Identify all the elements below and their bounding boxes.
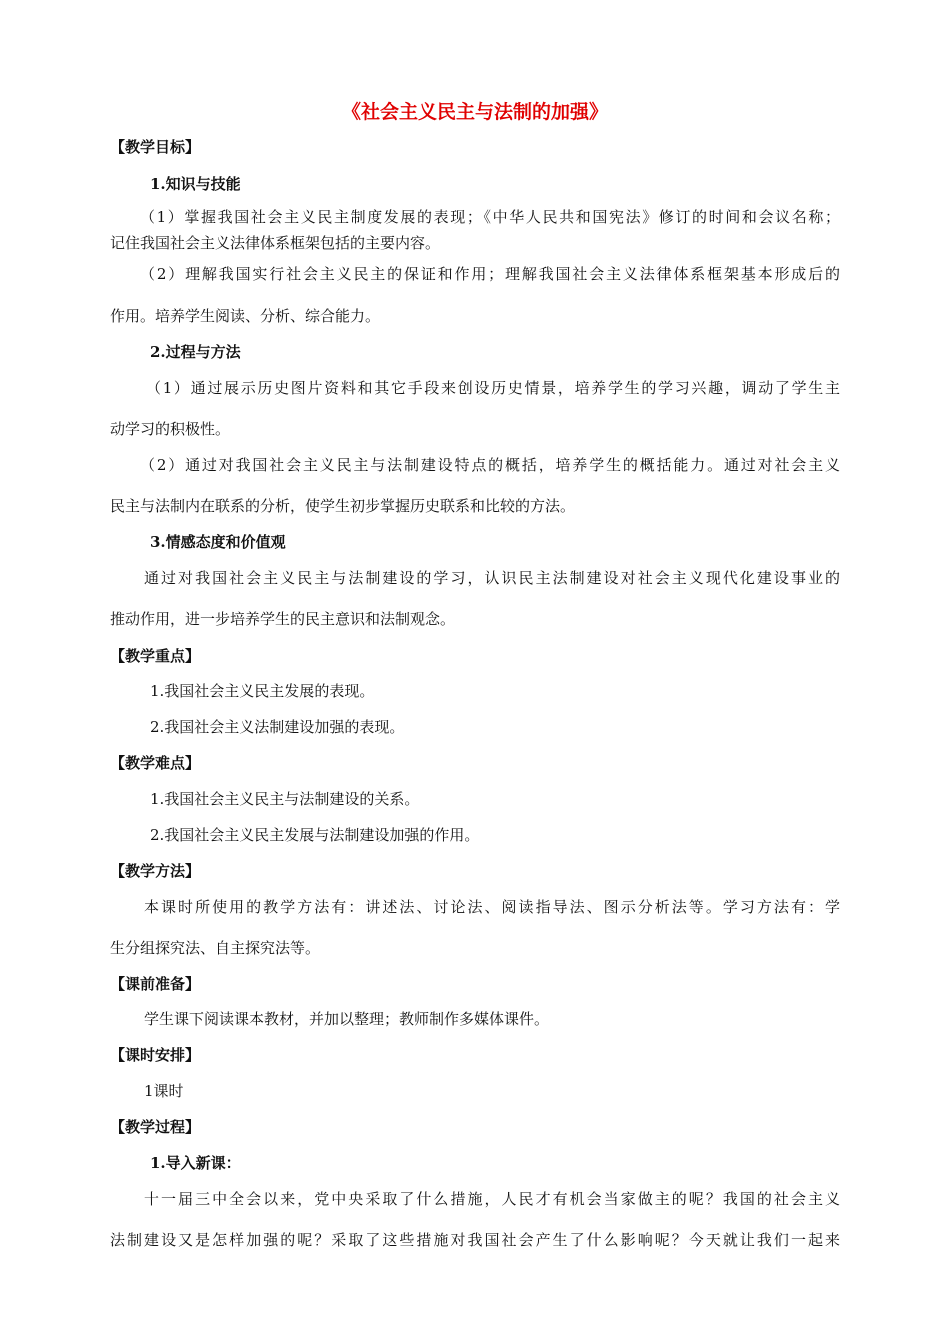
paragraph-line: 生分组探究法、自主探究法等。 [110,939,321,957]
paragraph-line: 推动作用，进一步培养学生的民主意识和法制观念。 [110,610,456,628]
list-item: 2.我国社会主义民主发展与法制建设加强的作用。 [150,826,480,844]
heading-schedule: 【课时安排】 [110,1046,201,1064]
heading-objectives: 【教学目标】 [110,138,201,156]
paragraph-line: 十一届三中全会以来，党中央采取了什么措施，人民才有机会当家做主的呢？我国的社会主义 [144,1190,840,1208]
heading-key-points: 【教学重点】 [110,647,201,665]
subheading-knowledge-skills: 1.知识与技能 [150,175,241,193]
list-item: 2.我国社会主义法制建设加强的表现。 [150,718,405,736]
paragraph-line: 学生课下阅读课本教材，并加以整理；教师制作多媒体课件。 [144,1010,550,1028]
paragraph-line: 法制建设又是怎样加强的呢？采取了这些措施对我国社会产生了什么影响呢？今天就让我们一起来 [110,1231,840,1249]
paragraph-line: （2）通过对我国社会主义民主与法制建设特点的概括，培养学生的概括能力。通过对社会主义 [140,456,840,474]
paragraph-line: 1课时 [144,1082,184,1100]
paragraph-line: （1）通过展示历史图片资料和其它手段来创设历史情景，培养学生的学习兴趣，调动了学生主 [146,379,840,397]
heading-difficulties: 【教学难点】 [110,754,201,772]
paragraph-line: 作用。培养学生阅读、分析、综合能力。 [110,307,381,325]
subheading-process-method: 2.过程与方法 [150,343,241,361]
heading-process: 【教学过程】 [110,1118,201,1136]
list-item: 1.我国社会主义民主发展的表现。 [150,682,375,700]
paragraph-line: 通过对我国社会主义民主与法制建设的学习，认识民主法制建设对社会主义现代化建设事业的 [144,569,840,587]
paragraph-line: 记住我国社会主义法律体系框架包括的主要内容。 [110,234,441,252]
paragraph-line: （1）掌握我国社会主义民主制度发展的表现；《中华人民共和国宪法》修订的时间和会议名称； [140,208,840,226]
document-title: 《社会主义民主与法制的加强》 [341,101,608,123]
paragraph-line: 民主与法制内在联系的分析，使学生初步掌握历史联系和比较的方法。 [110,497,576,515]
heading-methods: 【教学方法】 [110,862,201,880]
heading-preparation: 【课前准备】 [110,975,201,993]
paragraph-line: 动学习的积极性。 [110,420,231,438]
paragraph-line: 本课时所使用的教学方法有：讲述法、讨论法、阅读指导法、图示分析法等。学习方法有：学 [144,898,840,916]
list-item: 1.我国社会主义民主与法制建设的关系。 [150,790,420,808]
subheading-attitude-values: 3.情感态度和价值观 [150,533,286,551]
subheading-introduction: 1.导入新课： [150,1154,241,1172]
paragraph-line: （2）理解我国实行社会主义民主的保证和作用；理解我国社会主义法律体系框架基本形成后的 [140,265,840,283]
